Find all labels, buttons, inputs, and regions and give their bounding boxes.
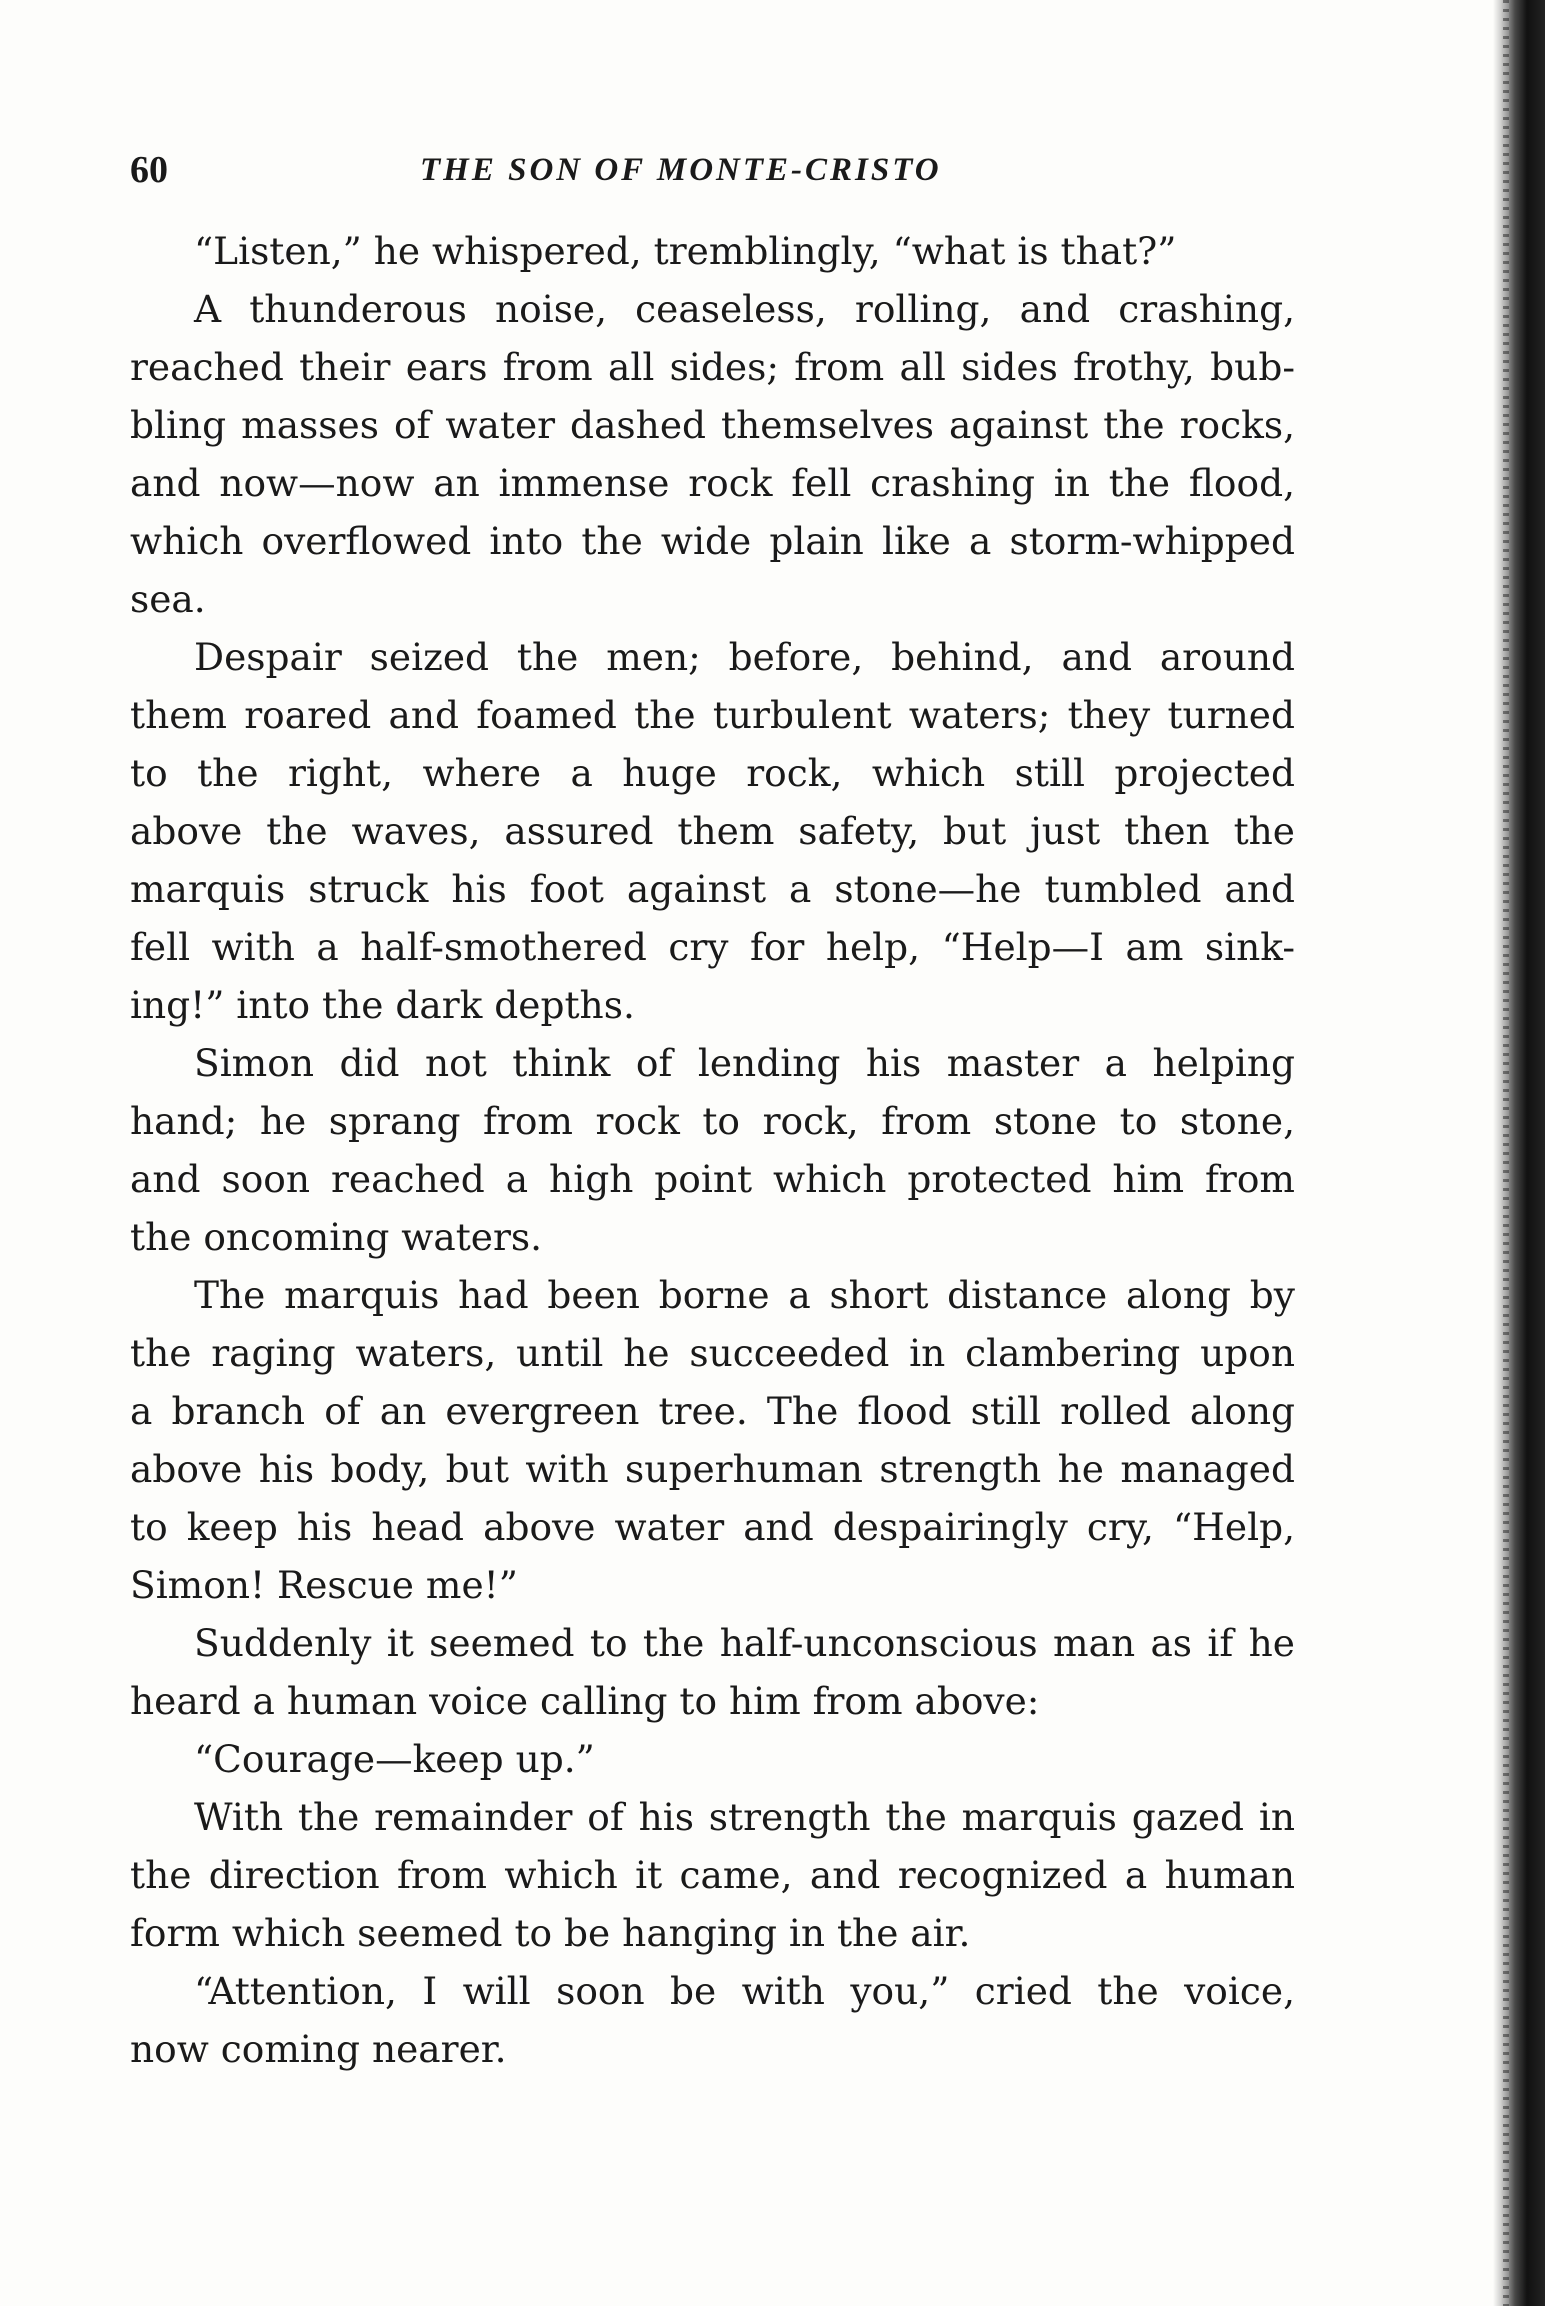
body-text (130, 222, 1295, 2078)
paragraph-2 (130, 280, 1295, 628)
text-line: a branch of an evergreen tree. The flood still rolled along (130, 1389, 1295, 1433)
text-line: reached their ears from all sides; from all sides frothy, bub- (130, 345, 1295, 389)
text-line: hand; he sprang from rock to rock, from stone to stone, (130, 1099, 1295, 1143)
text-line: to keep his head above water and despairingly cry, “Help, (130, 1505, 1295, 1549)
text-line: above his body, but with superhuman strength he managed (130, 1447, 1295, 1491)
text-line: and soon reached a high point which protected him from (130, 1157, 1295, 1201)
paragraph-4 (130, 1034, 1295, 1266)
paragraph-7 (130, 1730, 1295, 1788)
running-head (130, 148, 1295, 198)
text-line: With the remainder of his strength the marquis gazed in (194, 1795, 1295, 1839)
text-line: “Attention, I will soon be with you,” cried the voice, (194, 1969, 1295, 2013)
text-line: above the waves, assured them safety, but just then the (130, 809, 1295, 853)
text-line: which overflowed into the wide plain like a storm-whipped (130, 519, 1295, 563)
text-line: fell with a half-smothered cry for help, “Help—I am sink- (130, 925, 1295, 969)
paragraph-1 (130, 222, 1295, 280)
paragraph-9 (130, 1962, 1295, 2078)
binding-edge (1493, 0, 1545, 2306)
text-line: bling masses of water dashed themselves against the rocks, (130, 403, 1295, 447)
text-line: Suddenly it seemed to the half-unconscious man as if he (194, 1621, 1295, 1665)
text-line: Simon! Rescue me!” (130, 1563, 518, 1607)
text-line: Despair seized the men; before, behind, and around (194, 635, 1295, 679)
text-line: ing!” into the dark depths. (130, 983, 635, 1027)
text-line: now coming nearer. (130, 2027, 507, 2071)
text-line: “Courage—keep up.” (194, 1737, 595, 1781)
text-line: the direction from which it came, and recognized a human (130, 1853, 1295, 1897)
paragraph-3 (130, 628, 1295, 1034)
text-line: The marquis had been borne a short distance along by (194, 1273, 1295, 1317)
text-line: and now—now an immense rock fell crashing in the flood, (130, 461, 1295, 505)
text-line: the oncoming waters. (130, 1215, 543, 1259)
text-line: Simon did not think of lending his master a helping (194, 1041, 1295, 1085)
text-line: form which seemed to be hanging in the air. (130, 1911, 971, 1955)
text-line: A thunderous noise, ceaseless, rolling, and crashing, (194, 287, 1295, 331)
text-line: marquis struck his foot against a stone—he tumbled and (130, 867, 1295, 911)
text-line: sea. (130, 577, 206, 621)
book-title: THE SON OF MONTE-CRISTO (420, 152, 942, 188)
text-line: the raging waters, until he succeeded in clambering upon (130, 1331, 1295, 1375)
page-number: 60 (130, 149, 168, 191)
text-line: to the right, where a huge rock, which still projected (130, 751, 1295, 795)
paragraph-6 (130, 1614, 1295, 1730)
paragraph-8 (130, 1788, 1295, 1962)
text-line: heard a human voice calling to him from above: (130, 1679, 1040, 1723)
text-line: “Listen,” he whispered, tremblingly, “what is that?” (194, 229, 1177, 273)
text-line: them roared and foamed the turbulent waters; they turned (130, 693, 1295, 737)
paragraph-5 (130, 1266, 1295, 1614)
